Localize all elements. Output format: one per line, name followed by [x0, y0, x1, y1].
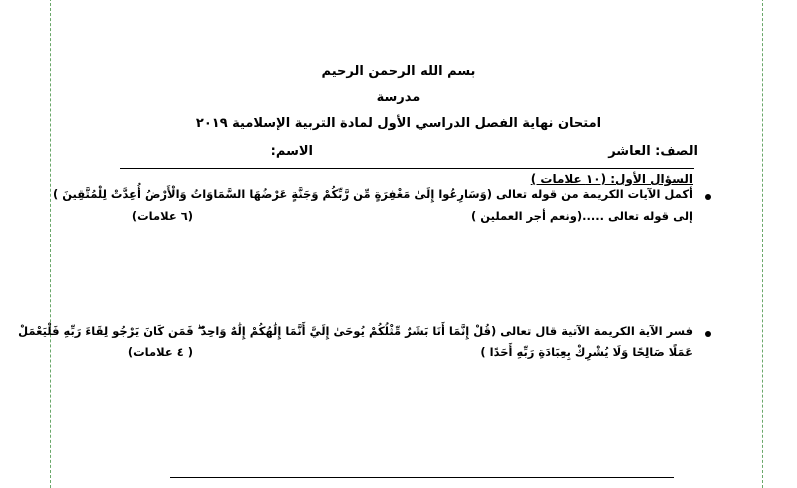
bullet-item-1	[705, 194, 711, 200]
item-1-line-1: أكمل الآيات الكريمة من قوله تعالى (وَسَارِعُوا إِلَىٰ مَغْفِرَةٍ مِّن رَّبِّكُمْ وَجَنَّةٍ عَرْضُهَا السَّمَاوَاتُ وَالْأَرْضُ أُعِدَّتْ لِلْمُتَّقِينَ )	[52, 187, 693, 201]
exam-title: امتحان نهاية الفصل الدراسي الأول لمادة التربية الإسلامية ٢٠١٩	[195, 116, 602, 131]
school-name: مدرسة	[376, 90, 421, 105]
item-2-marks: ( ٤ علامات)	[127, 345, 193, 359]
name-label: الاسم:	[270, 144, 313, 159]
bullet-item-2	[705, 331, 711, 337]
item-1-marks: (٦ علامات)	[131, 209, 193, 223]
header-divider	[120, 168, 694, 169]
item-1-line-2: إلى قوله تعالى .....(ونعم أجر العملين )	[471, 209, 693, 223]
item-2-line-2: عَمَلًا صَالِحًا وَلَا يُشْرِكْ بِعِبَادَةِ رَبِّهِ أَحَدًا )	[480, 345, 693, 359]
item-2-line-1: فسر الآية الكريمة الآتية قال تعالى (قُلْ إِنَّمَا أَنَا بَشَرٌ مِّثْلُكُمْ يُوحَىٰ إِلَيَّ أَنَّمَا إِلَٰهُكُمْ إِلَٰهٌ وَاحِدٌ ۖ فَمَن كَانَ يَرْجُو لِقَاءَ رَبِّهِ فَلْيَعْمَلْ	[18, 324, 693, 338]
question-1-title: السؤال الأول: (١٠ علامات )	[530, 172, 693, 186]
class-label: الصف: العاشر	[608, 144, 698, 159]
answer-line	[170, 477, 674, 478]
basmala: بسم الله الرحمن الرحيم	[321, 64, 476, 79]
